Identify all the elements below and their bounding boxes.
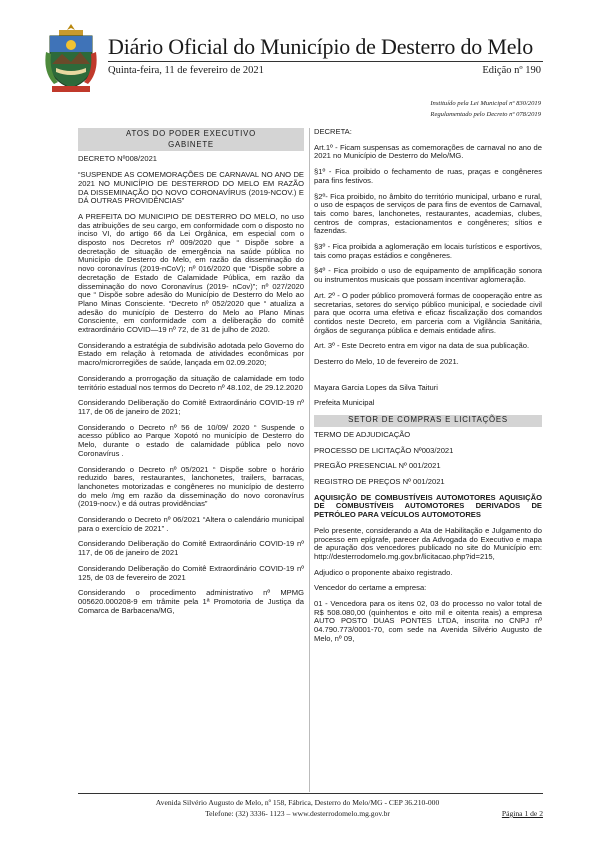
institution-law: Instituído pela Lei Municipal nº 830/2019: [430, 100, 541, 107]
newspaper-title: Diário Oficial do Município de Desterro do Melo: [108, 34, 533, 59]
footer-rule: [78, 793, 543, 794]
article-1: Art.1º - Ficam suspensas as comemorações de carnaval no ano de 2021 no Município de Desterro do Melo/MG.: [314, 142, 542, 161]
paragraph-2: §2º- Fica proibido, no âmbito do território municipal, urbano e rural, o uso de espaços de serviços de para fins de eventos de Carnaval, tais como bares, lanchonetes, restaurantes, academias, clubes, centros de compras, estacionamentos e congêneres; sítios e fazendas.: [314, 191, 542, 236]
signer-name: Mayara Garcia Lopes da Silva Taituri: [314, 382, 438, 392]
procurement-object: AQUISIÇÃO DE COMBUSTÍVEIS AUTOMOTORES AQUISIÇÃO DE COMBUSTÍVEIS AUTOMOTORES DERIVADOS DE PETRÓLEO PARA VEÍCULOS AUTOMOTORES: [314, 492, 542, 520]
left-column: [78, 128, 304, 622]
article-2: Art. 2º - O poder público promoverá formas de cooperação entre as secretarias, setores do serviço público municipal, e sociedade civil para que ocorra uma efetiva e eficaz fiscalização dos comandos contidos neste Decreto, em parceria com a Vigilância Sanitária, órgãos de segurança pública e demais entidade afins.: [314, 290, 542, 335]
paragraph: Adjudico o proponente abaixo registrado.: [314, 567, 453, 577]
institution-note: [430, 98, 541, 120]
footer-address: Avenida Silvério Augusto de Melo, nº 158, Fábrica, Desterro do Melo/MG - CEP 36.210-000: [155, 798, 440, 807]
paragraph-1: §1º - Fica proibido o fechamento de ruas, praças e congêneres para fins festivos.: [314, 167, 542, 185]
paragraph: Considerando o procedimento administrativo nº MPMG 005620.000208-9 em trâmite pela 1ª Promotoria de Justiça da Comarca de Barbacena/MG,: [78, 588, 304, 615]
process-number: PROCESSO DE LICITAÇÃO Nº003/2021: [314, 445, 454, 455]
decree-title: DECRETO Nº008/2021: [78, 154, 158, 164]
section-header-purchasing: SETOR DE COMPRAS E LICITAÇÕES: [314, 415, 542, 427]
paragraph: Considerando Deliberação do Comitê Extraordinário COVID-19 nº 117, de 06 de janeiro de 2021;: [78, 398, 304, 416]
paragraph: Considerando o Decreto nº 56 de 10/09/ 2020 “ Suspende o acesso público ao Parque Xopotó no município de Desterro do Melo, durante o estado de calamidade pública pelo novo Coronavírus .: [78, 422, 304, 458]
subsection-header-cabinet: GABINETE: [78, 140, 304, 152]
decree-decreta: DECRETA:: [314, 127, 352, 136]
right-column: [314, 128, 542, 651]
paragraph: Considerando o Decreto nº 06/2021 “Altera o calendário municipal para o exercício de 2021” .: [78, 515, 304, 533]
paragraph-3: §3º - Fica proibida a aglomeração em locais turísticos e esportivos, tais como praças estádios e congêneres.: [314, 242, 542, 260]
price-registry-number: REGISTRO DE PREÇOS Nº 001/2021: [314, 476, 445, 486]
section-header-executive: ATOS DO PODER EXECUTIVO: [78, 128, 304, 140]
publication-date: Quinta-feira, 11 de fevereiro de 2021: [108, 65, 264, 76]
paragraph: 01 - Vencedora para os itens 02, 03 do processo no valor total de R$ 508.080,00 (quinhentos e oito mil e oitenta reais) a empresa AUTO POSTO DUAS PONTES LTDA, inscrita no CNPJ nº 04.790.773/0001-70, com sede na Avenida Silvério Augusto de Melo, nº 09,: [314, 599, 542, 643]
paragraph: Pelo presente, considerando a Ata de Habilitação e Julgamento do processo em epígrafe, parecer da Advogada do Executivo e mapa de apuração dos vencedores publicado no site do Município em: http://desterrodomelo.mg.gov.br/licitacao.php?id=215,: [314, 525, 542, 561]
edition-number: Edição nº 190: [482, 65, 541, 76]
paragraph: Considerando a prorrogação da situação de calamidade em todo território estadual nos termos do Decreto nº 48.102, de 29.12.2020: [78, 373, 304, 392]
paragraph: Considerando a estratégia de subdivisão adotada pelo Governo do Estado em relação à retomada de atividades econômicas por macro/microrregiões de saúde, lançada em 02.09.2020;: [78, 340, 304, 368]
paragraph-4: §4º - Fica proibido o uso de equipamento de amplificação sonora ou instrumentos musicais que possam incentivar aglomeração.: [314, 266, 542, 285]
municipal-coat-of-arms-logo: [44, 22, 98, 94]
institution-decree: Regulamentado pelo Decreto nº 078/2019: [430, 111, 541, 118]
page-number: Página 1 de 2: [501, 809, 543, 818]
footer-contact: Telefone: (32) 3336- 1123 – www.desterrodomelo.mg.gov.br: [205, 809, 390, 818]
signer-role: Prefeita Municipal: [314, 398, 375, 408]
column-divider: [309, 128, 310, 792]
auction-number: PREGÃO PRESENCIAL Nº 001/2021: [314, 461, 441, 471]
article-3: Art. 3º - Este Decreto entra em vigor na data de sua publicação.: [314, 341, 530, 351]
paragraph: A PREFEITA DO MUNICIPIO DE DESTERRO DO MELO, no uso das atribuições de seu cargo, em conformidade com o disposto no inciso VI, do artigo 66 da Lei Orgânica, em especial com o disposto nos Decretos nº 009/2020 que “ Dispõe sobre a decretação de situação de emergência na saúde pública no Município de Desterro do Melo, em razão da disseminação do novo coronavírus (2019-nCoV); nº 016/2020 que “Dispõe sobre a decretação de Estado de Calamidade Pública, em razão da disseminação do novo Coronavírus (2019- nCov)”; nº 027/2020 que “ Dispõe sobre adesão do Município de Desterro do Melo ao Plano Minas Consciente. “Decreto nº 052/2020 que “ atualiza a adesão do município de Desterro do Melo ao Plano Minas Consciente, em conformidade com a deliberação do comitê extraordinário COVID—19 nº 72, de 31 de julho de 2020.: [78, 211, 304, 335]
header-rule: [108, 61, 543, 62]
place-date: Desterro do Melo, 10 de fevereiro de 2021.: [314, 357, 459, 367]
paragraph: Considerando Deliberação do Comitê Extraordinário COVID-19 nº 117, de 06 de janeiro de 2021: [78, 539, 304, 558]
paragraph: Vencedor do certame a empresa:: [314, 583, 427, 593]
paragraph: Considerando Deliberação do Comitê Extraordinário COVID-19 nº 125, de 03 de fevereiro de 2021: [78, 563, 304, 582]
paragraph: Considerando o Decreto nº 05/2021 “ Dispõe sobre o horário reduzido bares, restaurantes, lanchonetes, trailers, barracas, lanchonetes motorizadas e congêneres no município de desterro do melo /mg em razão da disseminação do novo coronavírus (2019-nocv.) e dá outras providências”: [78, 464, 304, 509]
decree-summary: “SUSPENDE AS COMEMORAÇÕES DE CARNAVAL NO ANO DE 2021 NO MUNICÍPIO DE DESTERROD DO MELO EM RAZÃO DA DISSEMINAÇÃO DO NOVO CORONAVÍRUS (2019-NCOV.) E DÁ OUTRAS PROVIDÊNCIAS”: [78, 170, 304, 206]
adjudication-title: TERMO DE ADJUDICAÇÃO: [314, 429, 411, 439]
